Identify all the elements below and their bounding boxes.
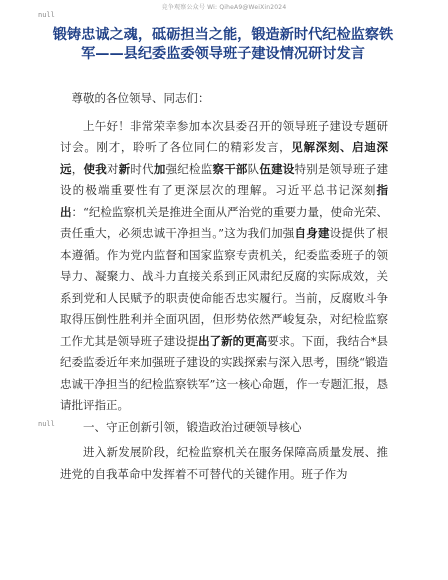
emphasis-text: 自身建 xyxy=(294,226,330,240)
paragraph-text: 上午好！非常荣幸参加本次县委召开的领导班子建设专题研讨会。刚才，聆听了各位同仁的精彩发言， xyxy=(60,118,388,154)
paragraph-text: 对 xyxy=(106,161,119,176)
emphasis-text: 加 xyxy=(153,161,166,176)
emphasis-text: 指出 xyxy=(60,183,388,219)
paragraph-opening xyxy=(60,116,388,417)
emphasis-text: 伍建设 xyxy=(259,161,295,176)
paragraph-section-one: 进入新发展阶段，纪检监察机关在服务保障高质量发展、推进党的自我革命中发挥着不可替代的关键作用。班子作为 xyxy=(60,445,388,481)
emphasis-text: 使我 xyxy=(83,161,107,176)
paragraph-text: 队 xyxy=(247,161,260,176)
emphasis-text: 察干部 xyxy=(212,161,248,176)
emphasis-text: 见解深刻、启迪深远 xyxy=(60,140,389,176)
paragraph-text: ：“纪检监察机关是推进全面从严治党的重要力量，使命光荣、责任重大，必须忠诚干净担当。”这为我们加强 xyxy=(60,204,388,240)
salutation: 尊敬的各位领导、同志们： xyxy=(71,91,210,105)
emphasis-text: 新 xyxy=(118,161,131,176)
paragraph-text: 特别是领导班子建设的极端重要性有了更深层次的理解。习近平总书记深刻 xyxy=(60,161,389,197)
page-marker-top: null xyxy=(38,11,55,19)
page-header-banner: 竞争观察公众号 Wi: QiheA9@WeiXin2024 xyxy=(161,4,287,11)
paragraph-text: 强纪检监 xyxy=(165,161,213,176)
document-body xyxy=(60,88,388,485)
page-marker-bottom: null xyxy=(38,420,55,428)
document-title: 锻铸忠诚之魂，砥砺担当之能，锻造新时代纪检监察铁军——县纪委监委领导班子建设情况研讨发言 xyxy=(52,27,394,62)
paragraph-text: 时代 xyxy=(130,161,154,176)
section-heading: 一、守正创新引领，锻造政治过硬领导核心 xyxy=(83,419,302,434)
emphasis-text: 出了新的更高 xyxy=(198,333,268,348)
paragraph-text: 设提供了根本遵循。作为党内监督和国家监察专责机关，纪委监委班子的领导力、凝聚力、战斗力直接关系到正风肃纪反腐的实际成效，关系到党和人民赋予的职责使命能否忠实履行。当前，反腐败斗争取得压倒性胜利并全面巩固，但形势依然严峻复杂，对纪检监察工作尤其是领导班子建设提 xyxy=(60,226,389,348)
paragraph-text: ， xyxy=(71,161,84,176)
paragraph-text: 要求。下面，我结合*县纪委监委近年来加强班子建设的实践探索与深入思考，围绕“锻造忠诚干净担当的纪检监察铁军”这一核心命题，作一专题汇报，恳请批评指正。 xyxy=(60,333,389,412)
